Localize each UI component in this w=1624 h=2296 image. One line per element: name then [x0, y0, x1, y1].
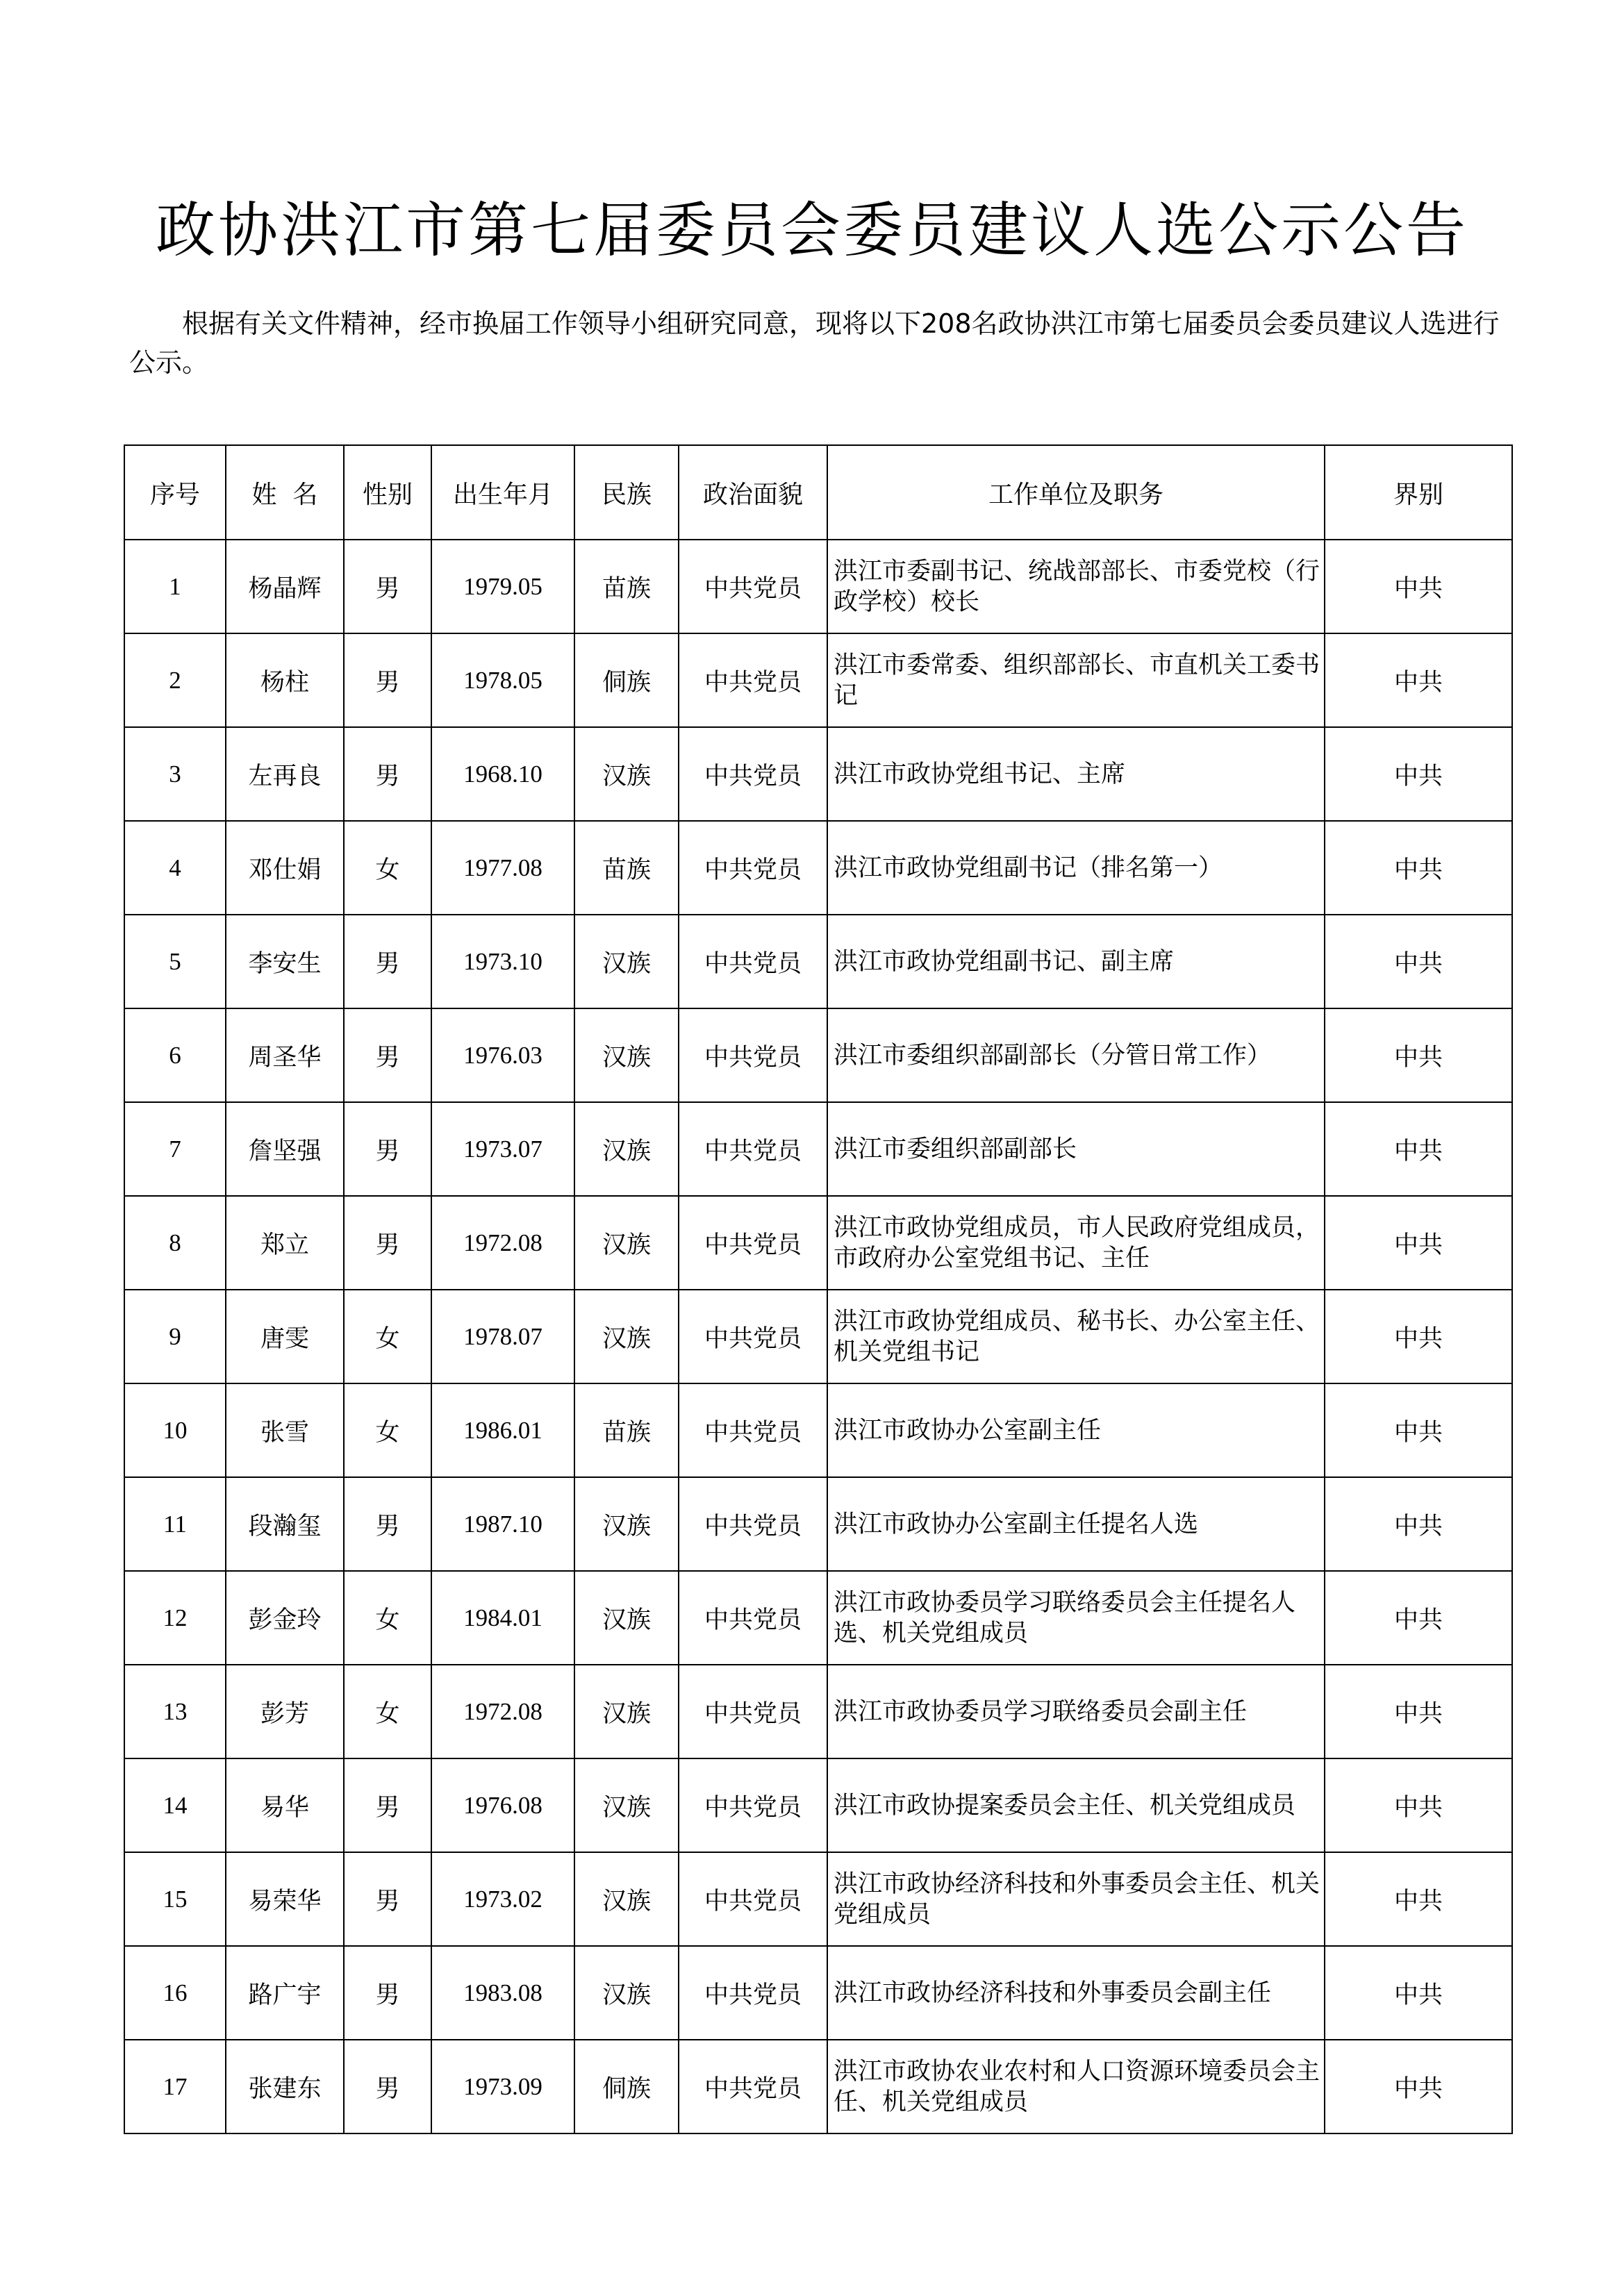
cell-ethnicity: 汉族 — [574, 1946, 679, 2040]
table-row — [124, 821, 1512, 915]
cell-sector: 中共 — [1325, 633, 1512, 727]
cell-sector: 中共 — [1325, 1571, 1512, 1665]
cell-sector: 中共 — [1325, 727, 1512, 821]
cell-name: 唐雯 — [226, 1290, 344, 1383]
cell-party: 中共党员 — [679, 540, 827, 633]
header-name: 姓 名 — [226, 445, 344, 540]
cell-no: 15 — [124, 1852, 226, 1946]
cell-no: 17 — [124, 2040, 226, 2133]
cell-gender: 男 — [344, 1196, 431, 1290]
header-birth: 出生年月 — [431, 445, 574, 540]
cell-no: 5 — [124, 915, 226, 1008]
cell-sector: 中共 — [1325, 540, 1512, 633]
table-header-row — [124, 445, 1512, 540]
header-gender: 性别 — [344, 445, 431, 540]
cell-name: 易华 — [226, 1758, 344, 1852]
cell-sector: 中共 — [1325, 1290, 1512, 1383]
table-row — [124, 633, 1512, 727]
cell-gender: 女 — [344, 1665, 431, 1758]
cell-name: 彭芳 — [226, 1665, 344, 1758]
cell-party: 中共党员 — [679, 1477, 827, 1571]
cell-sector: 中共 — [1325, 1383, 1512, 1477]
cell-job: 洪江市政协办公室副主任 — [827, 1383, 1325, 1477]
cell-job: 洪江市政协党组副书记（排名第一） — [827, 821, 1325, 915]
cell-birth: 1973.09 — [431, 2040, 574, 2133]
cell-job: 洪江市政协党组成员、秘书长、办公室主任、机关党组书记 — [827, 1290, 1325, 1383]
cell-ethnicity: 汉族 — [574, 1008, 679, 1102]
cell-birth: 1983.08 — [431, 1946, 574, 2040]
cell-party: 中共党员 — [679, 2040, 827, 2133]
cell-birth: 1976.03 — [431, 1008, 574, 1102]
cell-no: 14 — [124, 1758, 226, 1852]
cell-birth: 1978.05 — [431, 633, 574, 727]
cell-birth: 1973.02 — [431, 1852, 574, 1946]
cell-sector: 中共 — [1325, 915, 1512, 1008]
cell-gender: 男 — [344, 1758, 431, 1852]
table-row — [124, 915, 1512, 1008]
cell-ethnicity: 汉族 — [574, 1290, 679, 1383]
cell-no: 1 — [124, 540, 226, 633]
cell-gender: 男 — [344, 540, 431, 633]
cell-gender: 女 — [344, 1383, 431, 1477]
cell-birth: 1972.08 — [431, 1196, 574, 1290]
cell-birth: 1973.07 — [431, 1102, 574, 1196]
cell-no: 7 — [124, 1102, 226, 1196]
cell-name: 杨晶辉 — [226, 540, 344, 633]
cell-no: 13 — [124, 1665, 226, 1758]
cell-party: 中共党员 — [679, 633, 827, 727]
cell-birth: 1977.08 — [431, 821, 574, 915]
cell-gender: 女 — [344, 821, 431, 915]
cell-ethnicity: 侗族 — [574, 2040, 679, 2133]
cell-job: 洪江市政协农业农村和人口资源环境委员会主任、机关党组成员 — [827, 2040, 1325, 2133]
cell-party: 中共党员 — [679, 1852, 827, 1946]
cell-party: 中共党员 — [679, 1946, 827, 2040]
cell-name: 张建东 — [226, 2040, 344, 2133]
header-ethnicity: 民族 — [574, 445, 679, 540]
cell-gender: 男 — [344, 1946, 431, 2040]
cell-birth: 1986.01 — [431, 1383, 574, 1477]
cell-no: 10 — [124, 1383, 226, 1477]
cell-no: 9 — [124, 1290, 226, 1383]
cell-gender: 男 — [344, 1852, 431, 1946]
cell-party: 中共党员 — [679, 1196, 827, 1290]
cell-job: 洪江市政协经济科技和外事委员会主任、机关党组成员 — [827, 1852, 1325, 1946]
header-job: 工作单位及职务 — [827, 445, 1325, 540]
cell-sector: 中共 — [1325, 1196, 1512, 1290]
cell-party: 中共党员 — [679, 1102, 827, 1196]
cell-party: 中共党员 — [679, 1383, 827, 1477]
cell-job: 洪江市政协党组成员，市人民政府党组成员，市政府办公室党组书记、主任 — [827, 1196, 1325, 1290]
cell-gender: 男 — [344, 633, 431, 727]
cell-gender: 男 — [344, 1102, 431, 1196]
table-row — [124, 727, 1512, 821]
table-row — [124, 1852, 1512, 1946]
cell-party: 中共党员 — [679, 727, 827, 821]
table-row — [124, 1290, 1512, 1383]
cell-ethnicity: 苗族 — [574, 540, 679, 633]
cell-no: 12 — [124, 1571, 226, 1665]
cell-ethnicity: 汉族 — [574, 1665, 679, 1758]
cell-sector: 中共 — [1325, 1758, 1512, 1852]
candidate-table — [124, 444, 1513, 2134]
cell-gender: 男 — [344, 727, 431, 821]
cell-job: 洪江市政协提案委员会主任、机关党组成员 — [827, 1758, 1325, 1852]
cell-ethnicity: 侗族 — [574, 633, 679, 727]
table-row — [124, 1008, 1512, 1102]
cell-job: 洪江市委组织部副部长 — [827, 1102, 1325, 1196]
cell-job: 洪江市委组织部副部长（分管日常工作） — [827, 1008, 1325, 1102]
cell-no: 11 — [124, 1477, 226, 1571]
cell-party: 中共党员 — [679, 1290, 827, 1383]
cell-birth: 1979.05 — [431, 540, 574, 633]
cell-job: 洪江市委常委、组织部部长、市直机关工委书记 — [827, 633, 1325, 727]
cell-ethnicity: 汉族 — [574, 1102, 679, 1196]
table-row — [124, 2040, 1512, 2133]
cell-party: 中共党员 — [679, 1008, 827, 1102]
cell-ethnicity: 汉族 — [574, 1196, 679, 1290]
cell-sector: 中共 — [1325, 2040, 1512, 2133]
cell-birth: 1972.08 — [431, 1665, 574, 1758]
cell-name: 邓仕娟 — [226, 821, 344, 915]
cell-party: 中共党员 — [679, 1665, 827, 1758]
cell-gender: 男 — [344, 1477, 431, 1571]
cell-name: 李安生 — [226, 915, 344, 1008]
cell-birth: 1978.07 — [431, 1290, 574, 1383]
cell-no: 3 — [124, 727, 226, 821]
cell-sector: 中共 — [1325, 1102, 1512, 1196]
cell-name: 易荣华 — [226, 1852, 344, 1946]
table-row — [124, 1196, 1512, 1290]
cell-ethnicity: 苗族 — [574, 821, 679, 915]
cell-name: 彭金玲 — [226, 1571, 344, 1665]
cell-name: 段瀚玺 — [226, 1477, 344, 1571]
table-row — [124, 1946, 1512, 2040]
cell-sector: 中共 — [1325, 1008, 1512, 1102]
cell-sector: 中共 — [1325, 1665, 1512, 1758]
cell-ethnicity: 苗族 — [574, 1383, 679, 1477]
cell-gender: 男 — [344, 1008, 431, 1102]
cell-no: 8 — [124, 1196, 226, 1290]
cell-job: 洪江市委副书记、统战部部长、市委党校（行政学校）校长 — [827, 540, 1325, 633]
cell-name: 詹坚强 — [226, 1102, 344, 1196]
cell-gender: 男 — [344, 2040, 431, 2133]
cell-job: 洪江市政协经济科技和外事委员会副主任 — [827, 1946, 1325, 2040]
cell-ethnicity: 汉族 — [574, 915, 679, 1008]
cell-birth: 1984.01 — [431, 1571, 574, 1665]
page-title: 政协洪江市第七届委员会委员建议人选公示公告 — [156, 196, 1468, 265]
cell-name: 郑立 — [226, 1196, 344, 1290]
header-no: 序号 — [124, 445, 226, 540]
cell-name: 杨柱 — [226, 633, 344, 727]
cell-ethnicity: 汉族 — [574, 1852, 679, 1946]
cell-birth: 1968.10 — [431, 727, 574, 821]
cell-birth: 1973.10 — [431, 915, 574, 1008]
table-row — [124, 1758, 1512, 1852]
table-row — [124, 1665, 1512, 1758]
cell-name: 周圣华 — [226, 1008, 344, 1102]
cell-name: 张雪 — [226, 1383, 344, 1477]
header-party: 政治面貌 — [679, 445, 827, 540]
cell-party: 中共党员 — [679, 1571, 827, 1665]
cell-no: 2 — [124, 633, 226, 727]
cell-no: 16 — [124, 1946, 226, 2040]
cell-name: 路广宇 — [226, 1946, 344, 2040]
table-row — [124, 1102, 1512, 1196]
cell-job: 洪江市政协委员学习联络委员会主任提名人选、机关党组成员 — [827, 1571, 1325, 1665]
cell-gender: 男 — [344, 915, 431, 1008]
cell-no: 4 — [124, 821, 226, 915]
header-sector: 界别 — [1325, 445, 1512, 540]
cell-gender: 女 — [344, 1571, 431, 1665]
cell-ethnicity: 汉族 — [574, 1477, 679, 1571]
cell-birth: 1976.08 — [431, 1758, 574, 1852]
cell-sector: 中共 — [1325, 1477, 1512, 1571]
table-body — [124, 540, 1512, 2133]
cell-ethnicity: 汉族 — [574, 1571, 679, 1665]
cell-job: 洪江市政协党组副书记、副主席 — [827, 915, 1325, 1008]
cell-party: 中共党员 — [679, 821, 827, 915]
cell-job: 洪江市政协办公室副主任提名人选 — [827, 1477, 1325, 1571]
table-row — [124, 1383, 1512, 1477]
table-row — [124, 540, 1512, 633]
cell-sector: 中共 — [1325, 821, 1512, 915]
cell-party: 中共党员 — [679, 915, 827, 1008]
cell-birth: 1987.10 — [431, 1477, 574, 1571]
cell-no: 6 — [124, 1008, 226, 1102]
cell-ethnicity: 汉族 — [574, 727, 679, 821]
table-row — [124, 1571, 1512, 1665]
table-row — [124, 1477, 1512, 1571]
cell-ethnicity: 汉族 — [574, 1758, 679, 1852]
cell-sector: 中共 — [1325, 1946, 1512, 2040]
intro-paragraph: 根据有关文件精神，经市换届工作领导小组研究同意，现将以下208名政协洪江市第七届委员会委员建议人选进行公示。 — [129, 308, 1500, 378]
cell-sector: 中共 — [1325, 1852, 1512, 1946]
cell-job: 洪江市政协委员学习联络委员会副主任 — [827, 1665, 1325, 1758]
cell-gender: 女 — [344, 1290, 431, 1383]
cell-job: 洪江市政协党组书记、主席 — [827, 727, 1325, 821]
cell-party: 中共党员 — [679, 1758, 827, 1852]
cell-name: 左再良 — [226, 727, 344, 821]
